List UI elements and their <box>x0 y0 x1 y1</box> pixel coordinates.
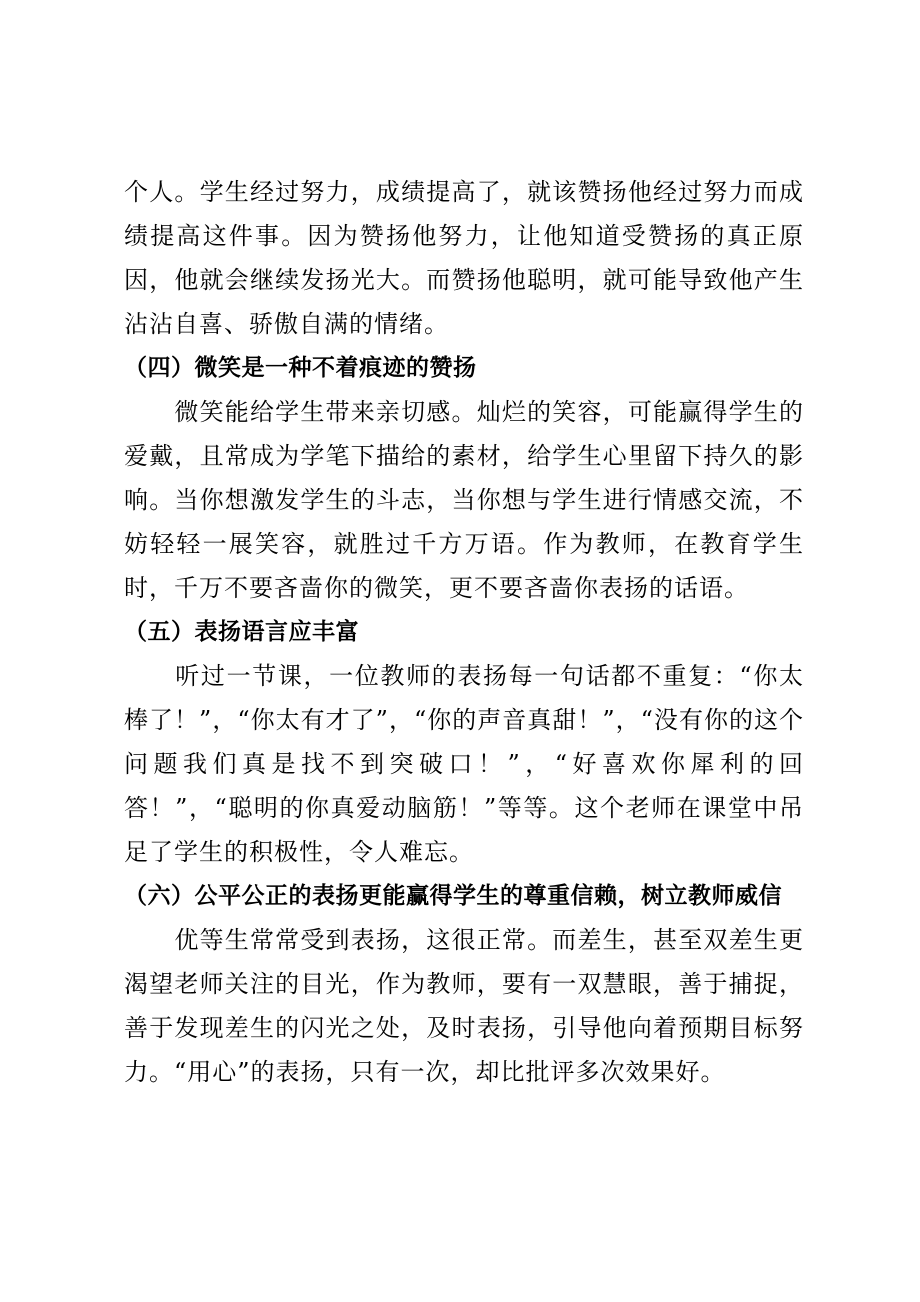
body-paragraph-4: 优等生常常受到表扬，这很正常。而差生，甚至双差生更渴望老师关注的目光，作为教师，要有一双慧眼，善于捕捉，善于发现差生的闪光之处，及时表扬，引导他向着预期目标努力。“用心”的表扬，只有一次，却比批评多次效果好。 <box>124 926 804 1086</box>
section-heading-4: （四）微笑是一种不着痕迹的赞扬 <box>124 355 477 381</box>
body-paragraph-2: 微笑能给学生带来亲切感。灿烂的笑容，可能赢得学生的爱戴，且常成为学笔下描给的素材，给学生心里留下持久的影响。当你想激发学生的斗志，当你想与学生进行情感交流，不妨轻轻一展笑容，就胜过千方万语。作为教师，在教育学生时，千万不要吝啬你的微笑，更不要吝啬你表扬的话语。 <box>124 398 804 602</box>
section-heading-6: （六）公平公正的表扬更能赢得学生的尊重信赖，树立教师威信 <box>124 883 782 909</box>
section-heading-5: （五）表扬语言应丰富 <box>124 619 359 645</box>
document-body <box>124 170 804 1094</box>
body-paragraph-3: 听过一节课，一位教师的表扬每一句话都不重复：“你太棒了！”，“你太有才了”，“你的声音真甜！”，“没有你的这个问题我们真是找不到突破口！”，“好喜欢你犀利的回答！”，“聪明的你真爱动脑筋！”等等。这个老师在课堂中吊足了学生的积极性，令人难忘。 <box>124 662 804 866</box>
body-paragraph-1: 个人。学生经过努力，成绩提高了，就该赞扬他经过努力而成绩提高这件事。因为赞扬他努力，让他知道受赞扬的真正原因，他就会继续发扬光大。而赞扬他聪明，就可能导致他产生沾沾自喜、骄傲自满的情绪。 <box>124 178 804 338</box>
